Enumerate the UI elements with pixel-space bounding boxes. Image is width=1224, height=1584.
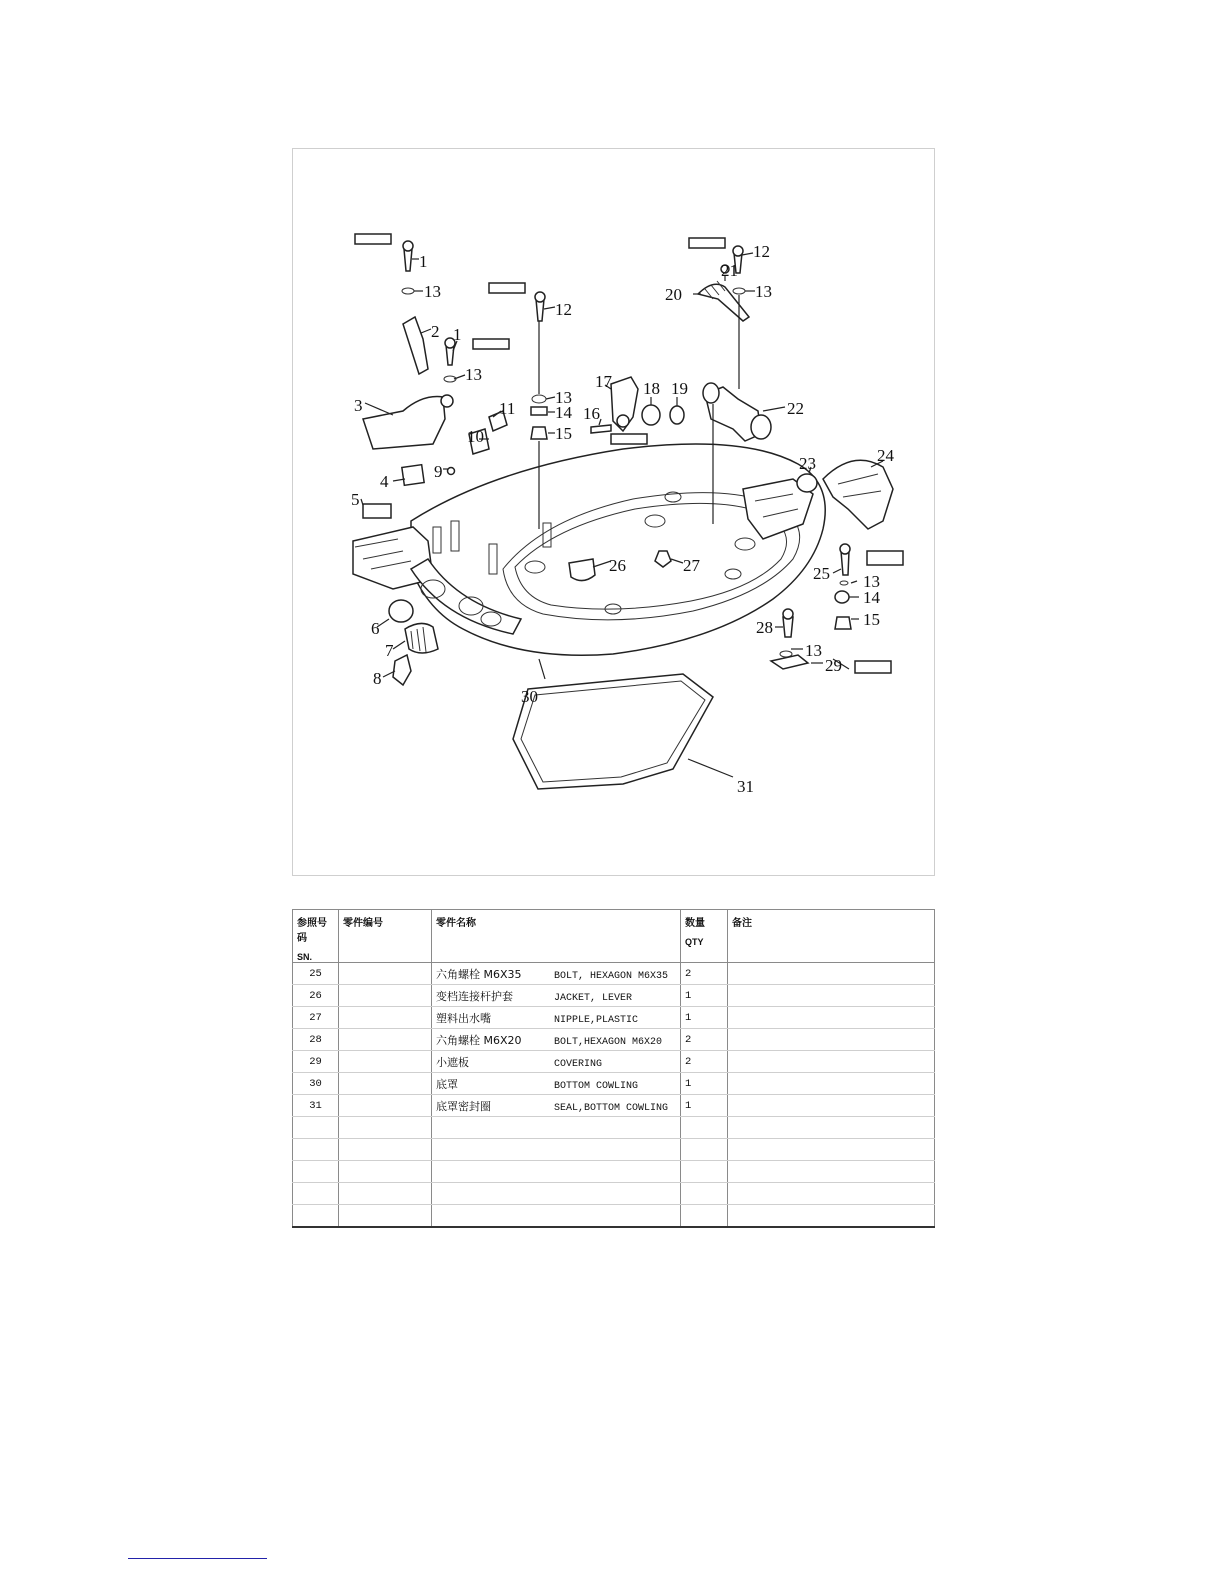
callout-1a: 1 bbox=[419, 252, 428, 271]
cell-name-zh: 六角螺栓 M6X35 bbox=[436, 967, 522, 981]
cell-name-zh: 变档连接杆护套 bbox=[436, 989, 513, 1003]
table-row bbox=[293, 1029, 935, 1051]
cell-name bbox=[432, 1117, 681, 1139]
cell-part-no bbox=[339, 1183, 432, 1205]
callout-18: 18 bbox=[643, 379, 660, 398]
parts-table bbox=[292, 909, 935, 1228]
cell-qty bbox=[681, 1139, 728, 1161]
cell-remark bbox=[728, 1073, 935, 1095]
cell-part-no bbox=[339, 985, 432, 1007]
callout-15a: 15 bbox=[555, 424, 572, 443]
cell-name-zh: 六角螺栓 M6X20 bbox=[436, 1033, 522, 1047]
cell-qty bbox=[681, 1205, 728, 1228]
callout-13d: 13 bbox=[755, 282, 772, 301]
jacket-lever-drawing bbox=[569, 559, 595, 581]
cell-name bbox=[432, 1183, 681, 1205]
cell-part-no bbox=[339, 1029, 432, 1051]
cell-sn bbox=[293, 1139, 339, 1161]
table-row bbox=[293, 1117, 935, 1139]
cell-qty bbox=[681, 1161, 728, 1183]
footer-link-underline[interactable] bbox=[128, 1558, 267, 1559]
callout-25: 25 bbox=[813, 564, 830, 583]
cell-qty: 1 bbox=[681, 1073, 728, 1095]
cell-remark bbox=[728, 1161, 935, 1183]
callout-14b: 14 bbox=[863, 588, 880, 607]
callout-13c: 13 bbox=[555, 388, 572, 407]
cell-name-zh: 小遮板 bbox=[436, 1055, 469, 1069]
callout-21: 21 bbox=[721, 261, 738, 280]
cell-sn: 29 bbox=[293, 1051, 339, 1073]
header-part-no: 零件编号 bbox=[339, 910, 432, 963]
cell-remark bbox=[728, 1139, 935, 1161]
cell-name bbox=[432, 1139, 681, 1161]
cell-name-zh: 塑料出水嘴 bbox=[436, 1011, 491, 1025]
cell-remark bbox=[728, 1051, 935, 1073]
cell-remark bbox=[728, 1183, 935, 1205]
callout-5: 5 bbox=[351, 490, 360, 509]
table-row bbox=[293, 1007, 935, 1029]
cell-qty: 1 bbox=[681, 985, 728, 1007]
parts-table-header bbox=[293, 910, 935, 963]
table-row bbox=[293, 1139, 935, 1161]
callout-19: 19 bbox=[671, 379, 688, 398]
callout-7: 7 bbox=[385, 641, 394, 660]
cell-name-zh: 底罩密封圈 bbox=[436, 1099, 491, 1113]
exploded-diagram-frame bbox=[292, 148, 935, 876]
cell-name bbox=[432, 985, 681, 1007]
header-remark: 备注 bbox=[728, 910, 935, 963]
callout-1b: 1 bbox=[453, 325, 462, 344]
callout-6: 6 bbox=[371, 619, 380, 638]
cell-part-no bbox=[339, 1007, 432, 1029]
cell-sn: 25 bbox=[293, 963, 339, 985]
callout-20: 20 bbox=[665, 285, 682, 304]
table-row bbox=[293, 1205, 935, 1228]
cell-qty: 2 bbox=[681, 1029, 728, 1051]
cell-sn: 31 bbox=[293, 1095, 339, 1117]
cell-name bbox=[432, 1051, 681, 1073]
cell-sn: 26 bbox=[293, 985, 339, 1007]
cell-name bbox=[432, 1073, 681, 1095]
callout-12b: 12 bbox=[753, 242, 770, 261]
callout-9: 9 bbox=[434, 462, 443, 481]
cell-sn bbox=[293, 1183, 339, 1205]
callout-10: 10 bbox=[467, 427, 484, 446]
callout-3: 3 bbox=[354, 396, 363, 415]
exploded-diagram bbox=[293, 149, 936, 877]
callout-4: 4 bbox=[380, 472, 389, 491]
cell-part-no bbox=[339, 1051, 432, 1073]
callout-28: 28 bbox=[756, 618, 773, 637]
cell-name bbox=[432, 1007, 681, 1029]
cell-remark bbox=[728, 1205, 935, 1228]
seal-drawing bbox=[513, 674, 713, 789]
cell-name-en: BOLT, HEXAGON M6X35 bbox=[554, 970, 669, 982]
cell-remark bbox=[728, 1029, 935, 1051]
cell-qty: 1 bbox=[681, 1095, 728, 1117]
callout-15b: 15 bbox=[863, 610, 880, 629]
cell-name bbox=[432, 963, 681, 985]
cell-name-zh: 底罩 bbox=[436, 1077, 458, 1091]
callout-2: 2 bbox=[431, 322, 440, 341]
cell-part-no bbox=[339, 1139, 432, 1161]
cell-qty bbox=[681, 1183, 728, 1205]
cell-name-en: BOTTOM COWLING bbox=[554, 1080, 639, 1092]
cell-qty: 2 bbox=[681, 963, 728, 985]
cell-sn bbox=[293, 1117, 339, 1139]
cell-name bbox=[432, 1161, 681, 1183]
callout-11: 11 bbox=[499, 399, 516, 418]
cell-name-en: JACKET, LEVER bbox=[554, 992, 633, 1004]
cell-part-no bbox=[339, 1073, 432, 1095]
table-row bbox=[293, 985, 935, 1007]
callout-23: 23 bbox=[799, 454, 816, 473]
cell-sn: 30 bbox=[293, 1073, 339, 1095]
cell-qty: 2 bbox=[681, 1051, 728, 1073]
callout-30: 30 bbox=[521, 687, 538, 706]
cell-remark bbox=[728, 1007, 935, 1029]
cell-part-no bbox=[339, 963, 432, 985]
cell-name-en: BOLT,HEXAGON M6X20 bbox=[554, 1036, 663, 1048]
table-row bbox=[293, 1183, 935, 1205]
callout-13e: 13 bbox=[863, 572, 880, 591]
cell-remark bbox=[728, 963, 935, 985]
cell-name bbox=[432, 1029, 681, 1051]
cell-qty: 1 bbox=[681, 1007, 728, 1029]
cell-sn bbox=[293, 1161, 339, 1183]
callout-24: 24 bbox=[877, 446, 894, 465]
cell-part-no bbox=[339, 1205, 432, 1228]
callout-16: 16 bbox=[583, 404, 600, 423]
callout-13b: 13 bbox=[465, 365, 482, 384]
cell-name-en: SEAL,BOTTOM COWLING bbox=[554, 1102, 669, 1114]
callout-8: 8 bbox=[373, 669, 382, 688]
cell-sn: 27 bbox=[293, 1007, 339, 1029]
table-row bbox=[293, 1051, 935, 1073]
callout-29: 29 bbox=[825, 656, 842, 675]
cell-remark bbox=[728, 1095, 935, 1117]
cell-name bbox=[432, 1205, 681, 1228]
callout-17: 17 bbox=[595, 372, 612, 391]
cell-part-no bbox=[339, 1117, 432, 1139]
table-row bbox=[293, 1095, 935, 1117]
cell-name-en: COVERING bbox=[554, 1058, 603, 1070]
header-part-name: 零件名称 bbox=[432, 910, 681, 963]
callout-14a: 14 bbox=[555, 403, 572, 422]
cell-remark bbox=[728, 985, 935, 1007]
cell-part-no bbox=[339, 1095, 432, 1117]
table-row bbox=[293, 1073, 935, 1095]
cell-remark bbox=[728, 1117, 935, 1139]
callout-22: 22 bbox=[787, 399, 804, 418]
table-row bbox=[293, 1161, 935, 1183]
cell-sn: 28 bbox=[293, 1029, 339, 1051]
cell-name bbox=[432, 1095, 681, 1117]
callout-13a: 13 bbox=[424, 282, 441, 301]
cell-part-no bbox=[339, 1161, 432, 1183]
callout-27: 27 bbox=[683, 556, 700, 575]
header-sn: 参照号码 SN. bbox=[293, 910, 339, 963]
callout-12a: 12 bbox=[555, 300, 572, 319]
cell-name-en: NIPPLE,PLASTIC bbox=[554, 1014, 639, 1026]
table-row bbox=[293, 963, 935, 985]
callout-26: 26 bbox=[609, 556, 626, 575]
callout-31: 31 bbox=[737, 777, 754, 796]
cell-sn bbox=[293, 1205, 339, 1228]
callout-13f: 13 bbox=[805, 641, 822, 660]
cell-qty bbox=[681, 1117, 728, 1139]
header-qty: 数量 QTY bbox=[681, 910, 728, 963]
